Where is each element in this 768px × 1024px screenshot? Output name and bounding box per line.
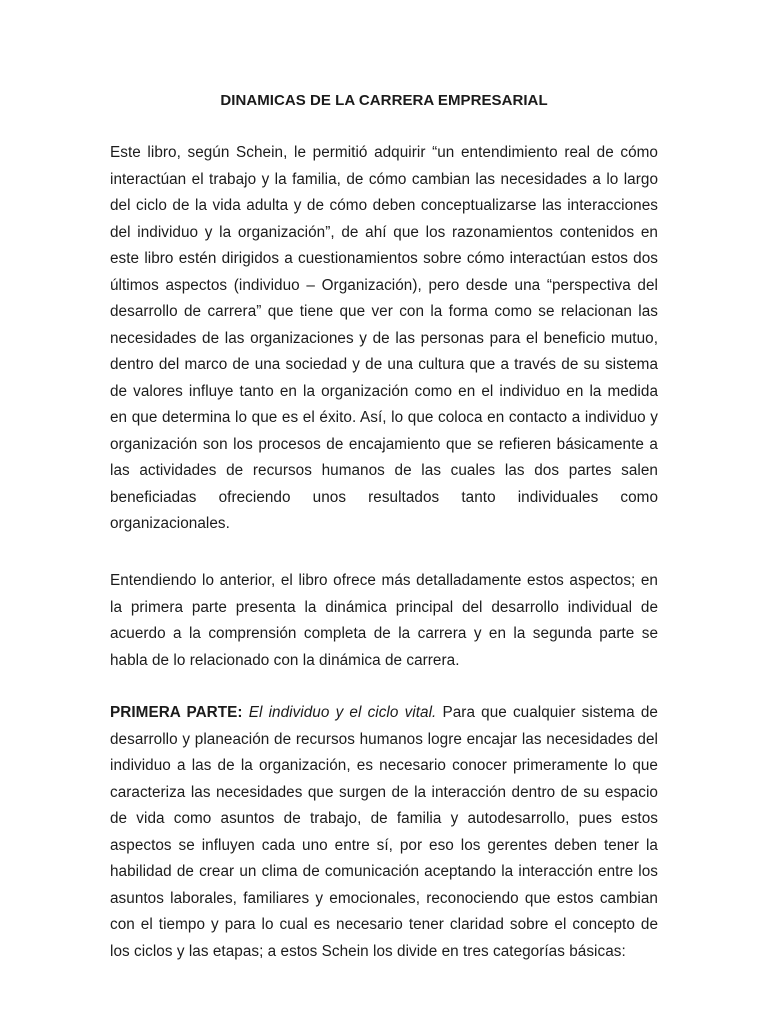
text-fragment: Para que cualquier sistema de <box>442 704 658 721</box>
text-line: las actividades de recursos humanos de las cuales las dos partes salen <box>110 462 658 479</box>
text-line: Entendiendo lo anterior, el libro ofrece más detalladamente estos aspectos; en <box>110 572 658 589</box>
text-line: de valores influye tanto en la organización como en el individuo en la medida <box>110 382 658 400</box>
text-line: acuerdo a la comprensión completa de la carrera y en la segunda parte se <box>110 625 658 642</box>
text-line: de vida como asuntos de trabajo, de familia y autodesarrollo, pues estos <box>110 810 658 827</box>
text-line: individuo a las de la organización, es necesario conocer primeramente lo que <box>110 757 658 774</box>
paragraph-overview <box>110 568 658 674</box>
text-line: beneficiadas ofreciendo unos resultados tanto individuales como <box>110 488 658 506</box>
text-line: necesidades de las organizaciones y de las personas para el beneficio mutuo, <box>110 329 658 347</box>
text-line: del ciclo de la vida adulta y de cómo deben conceptualizarse las interacciones <box>110 197 658 214</box>
text-line: organización son los procesos de encajamiento que se refieren básicamente a <box>110 435 658 453</box>
paragraph-first-part <box>110 700 658 965</box>
text-line: últimos aspectos (individuo – Organización), pero desde una “perspectiva del <box>110 276 658 294</box>
text-line: habilidad de crear un clima de comunicación aceptando la interacción entre los <box>110 863 658 880</box>
document-title: DINAMICAS DE LA CARRERA EMPRESARIAL <box>220 92 548 109</box>
paragraph-intro <box>110 140 658 538</box>
text-line: Este libro, según Schein, le permitió adquirir “un entendimiento real de cómo <box>110 144 658 161</box>
text-line: este libro estén dirigidos a cuestionamientos sobre cómo interactúan estos dos <box>110 250 658 267</box>
text-line: los ciclos y las etapas; a estos Schein los divide en tres categorías básicas: <box>110 942 626 960</box>
text-line: en que determina lo que es el éxito. Así, lo que coloca en contacto a individuo y <box>110 409 658 426</box>
section-heading-line <box>110 700 658 727</box>
text-line: asuntos laborales, familiares y emocionales, reconociendo que estos cambian <box>110 889 658 907</box>
section-subtitle: El individuo y el ciclo vital. <box>248 704 437 721</box>
text-line: con el tiempo y para lo cual es necesario tener claridad sobre el concepto de <box>110 916 658 933</box>
text-line: organizacionales. <box>110 515 230 532</box>
text-line: caracteriza las necesidades que surgen de la interacción dentro de su espacio <box>110 783 658 801</box>
text-line: desarrollo de carrera” que tiene que ver con la forma como se relacionan las <box>110 303 658 320</box>
text-line: la primera parte presenta la dinámica principal del desarrollo individual de <box>110 598 658 616</box>
text-line: aspectos se influyen cada uno entre sí, por eso los gerentes deben tener la <box>110 836 658 854</box>
text-line: interactúan el trabajo y la familia, de cómo cambian las necesidades a lo largo <box>110 170 658 188</box>
text-line: del individuo y la organización”, de ahí que los razonamientos contenidos en <box>110 223 658 241</box>
text-line: habla de lo relacionado con la dinámica de carrera. <box>110 651 460 669</box>
text-line: desarrollo y planeación de recursos humanos logre encajar las necesidades del <box>110 730 658 748</box>
text-line: dentro del marco de una sociedad y de una cultura que a través de su sistema <box>110 356 658 373</box>
section-heading: PRIMERA PARTE: <box>110 704 243 721</box>
